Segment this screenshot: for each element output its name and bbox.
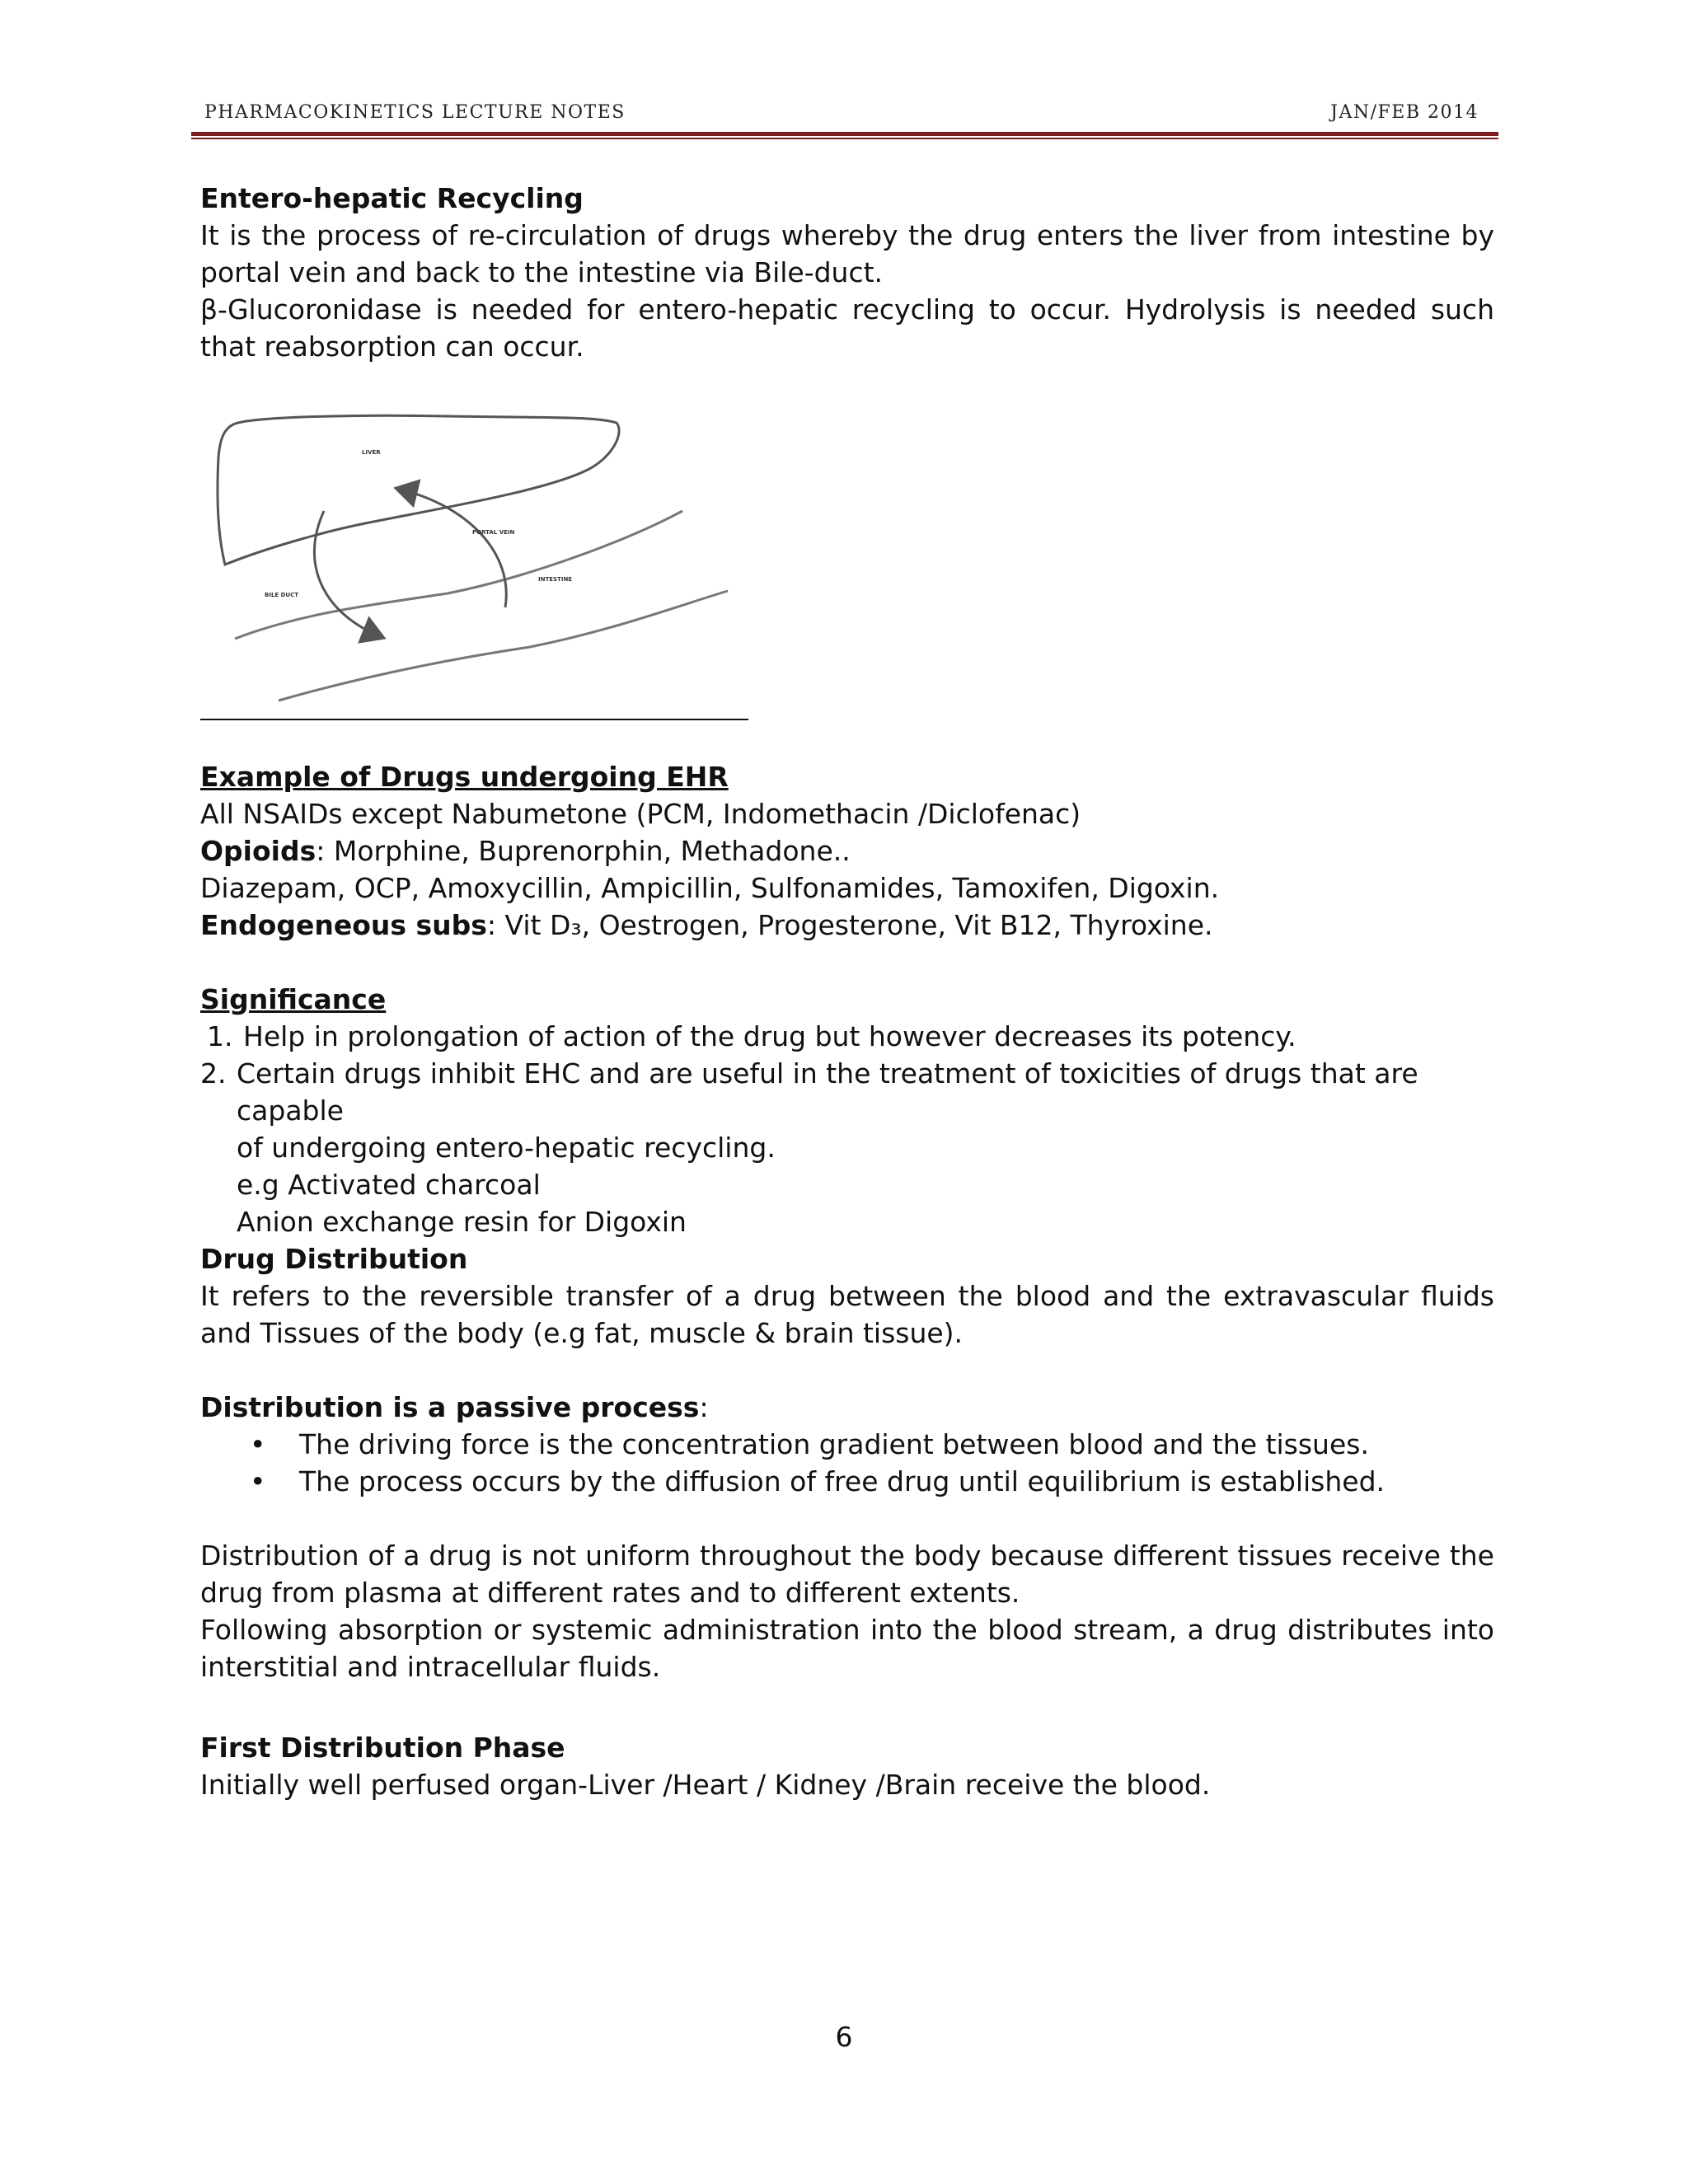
passive-colon: : [699, 1391, 709, 1423]
item-number: 1. [207, 1020, 233, 1052]
item-number: 2. [200, 1057, 227, 1090]
examples-heading: Example of Drugs undergoing EHR [200, 761, 729, 793]
header-date: JAN/FEB 2014 [1330, 102, 1479, 123]
ehr-paragraph-1: It is the process of re-circulation of drugs whereby the drug enters the liver from intestine by portal vein and back to the intestine via Bile-duct. [200, 219, 1494, 288]
label-bile-duct: BILE DUCT [265, 592, 299, 598]
ehr-paragraph-2: β-Glucoronidase is needed for entero-hepatic recycling to occur. Hydrolysis is needed such that reabsorption can occur. [200, 293, 1494, 363]
opioids-label: Opioids [200, 835, 316, 867]
examples-endogeneous [200, 907, 1494, 944]
passive-heading-line [200, 1389, 1494, 1426]
opioids-text: : Morphine, Buprenorphin, Methadone.. [316, 835, 851, 867]
bullet-text: The process occurs by the diffusion of free drug until equilibrium is established. [299, 1465, 1386, 1497]
label-portal-vein: PORTAL VEIN [472, 529, 515, 536]
distribution-section [200, 1240, 1494, 1685]
intestine-upper [235, 511, 682, 639]
intestine-lower [279, 591, 728, 701]
header-rule [191, 132, 1498, 136]
figure-rule [200, 719, 748, 720]
label-intestine: INTESTINE [538, 576, 573, 583]
first-phase-section [200, 1729, 1494, 1803]
bullet-text: The driving force is the concentration gradient between blood and the tissues. [299, 1428, 1369, 1460]
first-phase-heading: First Distribution Phase [200, 1732, 565, 1764]
significance-heading: Significance [200, 983, 387, 1015]
spacer [200, 1352, 1494, 1389]
endogeneous-label: Endogeneous subs [200, 909, 487, 941]
header-rule-thin [191, 138, 1498, 139]
liver-outline [218, 415, 619, 565]
endogeneous-text: : Vit D₃, Oestrogen, Progesterone, Vit B12, Thyroxine. [486, 909, 1213, 941]
bullet-icon: • [250, 1465, 266, 1497]
examples-nsaids: All NSAIDs except Nabumetone (PCM, Indomethacin /Diclofenac) [200, 798, 1081, 830]
examples-section [200, 758, 1494, 944]
distribution-heading: Drug Distribution [200, 1243, 468, 1275]
examples-opioids [200, 832, 1494, 869]
examples-other-drugs: Diazepam, OCP, Amoxycillin, Ampicillin, Sulfonamides, Tamoxifen, Digoxin. [200, 872, 1220, 904]
significance-item-2 [200, 1055, 1494, 1129]
passive-bullets [200, 1426, 1494, 1500]
distribution-paragraph-1: It refers to the reversible transfer of a drug between the blood and the extravascular fluids and Tissues of the body (e.g fat, muscle & brain tissue). [200, 1280, 1494, 1349]
header-title: PHARMACOKINETICS LECTURE NOTES [204, 102, 626, 123]
list-item [200, 1463, 1494, 1500]
ehr-heading: Entero-hepatic Recycling [200, 182, 584, 214]
distribution-paragraph-3: Following absorption or systemic administration into the blood stream, a drug distributes into interstitial and intracellular fluids. [200, 1614, 1494, 1683]
passive-heading: Distribution is a passive process [200, 1391, 700, 1423]
ehr-section [200, 180, 1494, 365]
significance-item-2-cont: of undergoing entero-hepatic recycling. [237, 1132, 776, 1164]
bile-duct-arrow [314, 511, 382, 637]
item-text: Help in prolongation of action of the drug but however decreases its potency. [243, 1020, 1296, 1052]
list-item [200, 1426, 1494, 1463]
bullet-icon: • [250, 1428, 266, 1460]
significance-item-1 [200, 1018, 1494, 1055]
first-phase-paragraph: Initially well perfused organ-Liver /Heart / Kidney /Brain receive the blood. [200, 1769, 1211, 1801]
item-text: Certain drugs inhibit EHC and are useful in the treatment of toxicities of drugs that are capable [237, 1057, 1418, 1127]
ehr-diagram [200, 408, 753, 725]
spacer [200, 1500, 1494, 1537]
page-number: 6 [835, 2021, 853, 2053]
significance-example-1: e.g Activated charcoal [237, 1169, 541, 1201]
significance-example-2: Anion exchange resin for Digoxin [237, 1206, 687, 1238]
label-liver: LIVER [362, 449, 381, 456]
distribution-paragraph-2: Distribution of a drug is not uniform throughout the body because different tissues receive the drug from plasma at different rates and to different extents. [200, 1540, 1494, 1609]
significance-section [200, 981, 1494, 1240]
